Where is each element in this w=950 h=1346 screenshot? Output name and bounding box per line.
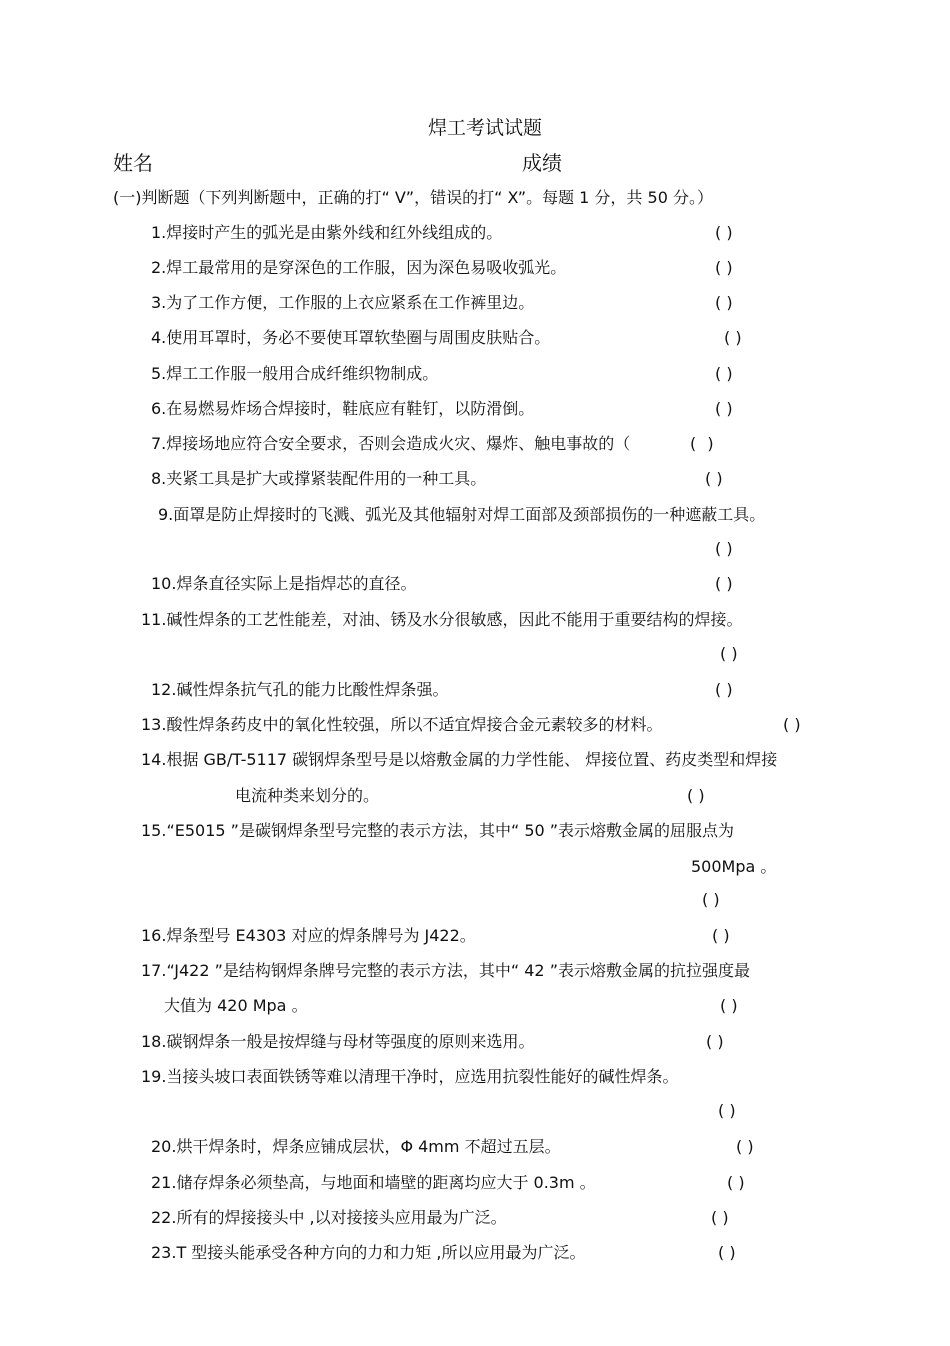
question-14-continued: 电流种类来划分的。 <box>235 786 380 805</box>
page-title: 焊工考试试题 <box>428 117 543 139</box>
answer-blank-10[interactable]: ( ) <box>715 574 733 593</box>
question-18: 18.碳钢焊条一般是按焊缝与母材等强度的原则来选用。 <box>141 1032 535 1051</box>
question-19: 19.当接头坡口表面铁锈等难以清理干净时，应选用抗裂性能好的碱性焊条。 <box>141 1067 679 1086</box>
answer-blank-20[interactable]: ( ) <box>736 1137 754 1156</box>
answer-blank-22[interactable]: ( ) <box>711 1208 729 1227</box>
section-heading: (一)判断题（下列判断题中，正确的打“ V”，错误的打“ X”。每题 1 分，共 50 分。） <box>113 188 713 207</box>
question-5: 5.焊工工作服一般用合成纤维织物制成。 <box>151 364 439 383</box>
answer-blank-23[interactable]: ( ) <box>718 1243 736 1262</box>
question-15-continued: 500Mpa 。 <box>691 857 777 876</box>
question-22: 22.所有的焊接接头中 ,以对接接头应用最为广泛。 <box>151 1208 507 1227</box>
answer-blank-15[interactable]: ( ) <box>702 890 720 909</box>
answer-blank-18[interactable]: ( ) <box>706 1032 724 1051</box>
score-label: 成绩 <box>522 151 562 175</box>
answer-blank-6[interactable]: ( ) <box>715 399 733 418</box>
question-3: 3.为了工作方便，工作服的上衣应紧系在工作裤里边。 <box>151 293 535 312</box>
question-1: 1.焊接时产生的弧光是由紫外线和红外线组成的。 <box>151 223 503 242</box>
question-23: 23.T 型接头能承受各种方向的力和力矩 ,所以应用最为广泛。 <box>151 1243 586 1262</box>
name-label: 姓名 <box>113 151 153 175</box>
question-9: 9.面罩是防止焊接时的飞溅、弧光及其他辐射对焊工面部及颈部损伤的一种遮蔽工具。 <box>158 505 766 524</box>
answer-blank-7[interactable]: ( ) <box>690 434 717 453</box>
question-13: 13.酸性焊条药皮中的氧化性较强，所以不适宜焊接合金元素较多的材料。 <box>141 715 663 734</box>
question-16: 16.焊条型号 E4303 对应的焊条牌号为 J422。 <box>141 926 476 945</box>
answer-blank-5[interactable]: ( ) <box>715 364 733 383</box>
question-17: 17.“J422 ”是结构钢焊条牌号完整的表示方法，其中“ 42 ”表示熔敷金属的抗拉强度最 <box>141 961 750 980</box>
answer-blank-3[interactable]: ( ) <box>715 293 733 312</box>
question-11: 11.碱性焊条的工艺性能差，对油、锈及水分很敏感，因此不能用于重要结构的焊接。 <box>141 610 743 629</box>
question-20: 20.烘干焊条时，焊条应铺成层状，Φ 4mm 不超过五层。 <box>151 1137 561 1156</box>
question-7: 7.焊接场地应符合安全要求，否则会造成火灾、爆炸、触电事故的（ <box>151 434 631 453</box>
answer-blank-2[interactable]: ( ) <box>715 258 733 277</box>
question-8: 8.夹紧工具是扩大或撑紧装配件用的一种工具。 <box>151 469 487 488</box>
question-2: 2.焊工最常用的是穿深色的工作服，因为深色易吸收弧光。 <box>151 258 567 277</box>
answer-blank-9[interactable]: ( ) <box>715 539 733 558</box>
answer-blank-16[interactable]: ( ) <box>712 926 730 945</box>
question-14: 14.根据 GB/T-5117 碳钢焊条型号是以熔敷金属的力学性能、 焊接位置、药皮类型和焊接 <box>141 750 778 769</box>
answer-blank-1[interactable]: ( ) <box>715 223 733 242</box>
answer-blank-4[interactable]: ( ) <box>724 328 742 347</box>
answer-blank-14[interactable]: ( ) <box>687 786 705 805</box>
answer-blank-11[interactable]: ( ) <box>720 644 738 663</box>
question-15: 15.“E5015 ”是碳钢焊条型号完整的表示方法，其中“ 50 ”表示熔敷金属的屈服点为 <box>141 821 735 840</box>
answer-blank-12[interactable]: ( ) <box>715 680 733 699</box>
question-12: 12.碱性焊条抗气孔的能力比酸性焊条强。 <box>151 680 449 699</box>
answer-blank-21[interactable]: ( ) <box>727 1173 745 1192</box>
question-10: 10.焊条直径实际上是指焊芯的直径。 <box>151 574 417 593</box>
question-6: 6.在易燃易炸场合焊接时，鞋底应有鞋钉，以防滑倒。 <box>151 399 535 418</box>
answer-blank-13[interactable]: ( ) <box>783 715 801 734</box>
answer-blank-19[interactable]: ( ) <box>718 1101 736 1120</box>
answer-blank-17[interactable]: ( ) <box>720 996 738 1015</box>
question-21: 21.储存焊条必须垫高，与地面和墙壁的距离均应大于 0.3m 。 <box>151 1173 596 1192</box>
question-4: 4.使用耳罩时，务必不要使耳罩软垫圈与周围皮肤贴合。 <box>151 328 551 347</box>
answer-blank-8[interactable]: ( ) <box>705 469 723 488</box>
question-17-continued: 大值为 420 Mpa 。 <box>164 996 308 1015</box>
